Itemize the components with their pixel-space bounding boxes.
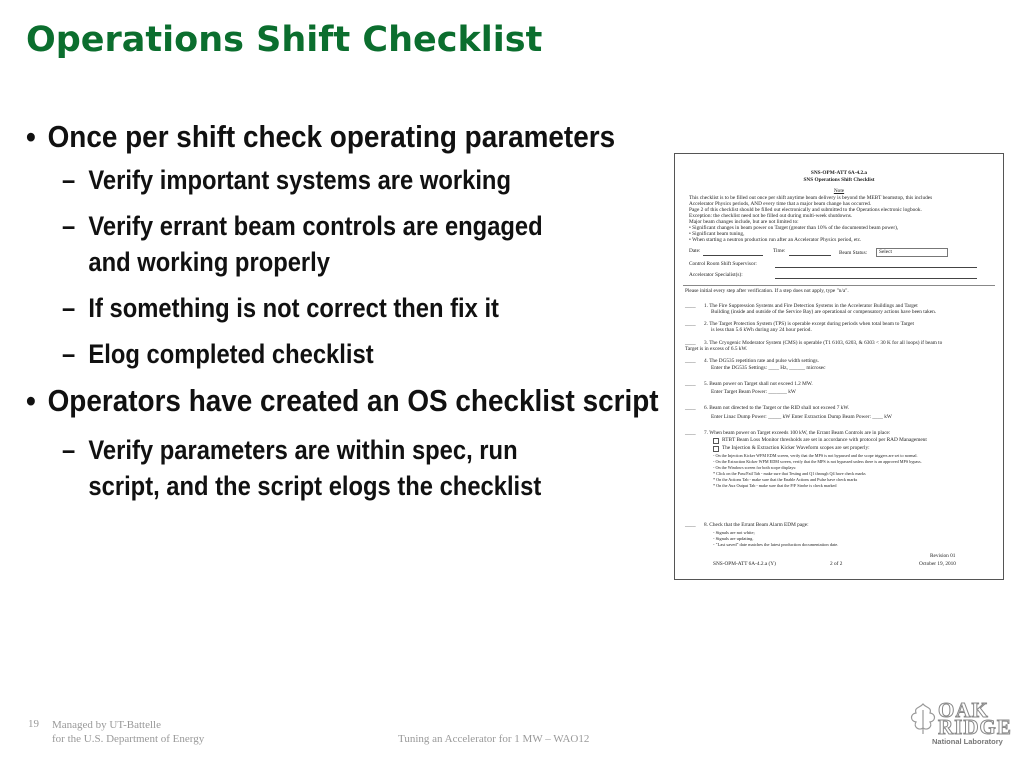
logo-line2: RIDGE bbox=[938, 715, 1012, 739]
doc-note-label: Note bbox=[833, 188, 845, 194]
bullet-level2 bbox=[62, 432, 581, 504]
doc-kicker-line: - On the Windows screen for both scope displays: bbox=[713, 465, 797, 470]
slide-number: 19 bbox=[28, 718, 39, 730]
doc-item-detail: RTBT Beam Loss Monitor thresholds are set in accordance with protocol per RAD Management bbox=[722, 437, 927, 443]
doc-supervisor-field bbox=[775, 267, 977, 268]
doc-item-detail: Enter Target Beam Power: _______ kW bbox=[711, 389, 796, 395]
doc-item: 7. When beam power on Target exceeds 100 kW, the Errant Beam Controls are in place: bbox=[704, 430, 891, 436]
dash-icon: – bbox=[62, 339, 76, 369]
doc-item: 6. Beam not directed to the Target or the RID shall not exceed 7 kW. bbox=[704, 405, 850, 411]
doc-item-detail: The Injection & Extraction Kicker Waveform scopes are set properly: bbox=[722, 445, 870, 451]
doc-intro-line: Page 2 of this checklist should be filled out electronically and submitted to the Operations electronic logbook. bbox=[689, 207, 922, 213]
doc-intro-line: Accelerator Physics periods, AND every time that a major beam change has occurred. bbox=[689, 201, 872, 207]
slide-title: Operations Shift Checklist bbox=[26, 20, 543, 60]
doc-intro-line: • Significant beam tuning, bbox=[689, 231, 745, 237]
sub-bullet-text: Verify errant beam controls are engaged and working properly bbox=[88, 211, 543, 277]
doc-time-field bbox=[789, 255, 831, 256]
doc-kicker-line: * Click on the Pass/Fail Tab - make sure that Testing and Q1 through Q4 have check marks bbox=[713, 471, 866, 476]
doc-date-label: Date: bbox=[689, 248, 701, 254]
doc-item8-line: - Signals are not white; bbox=[713, 530, 755, 535]
doc-intro-line: This checklist is to be filled out once per shift anytime beam delivery is beyond the MEBT beamstop, this includes bbox=[689, 195, 933, 201]
sub-bullet-text: Verify important systems are working bbox=[88, 165, 511, 195]
dash-icon: – bbox=[62, 293, 76, 323]
bullet-dot-icon: • bbox=[26, 383, 36, 418]
doc-specialists-field bbox=[775, 278, 977, 279]
doc-kicker-line: - On the Extraction Kicker WFM EDM screen, verify that the MPS is not bypassed unless there is an approved MPS bypass. bbox=[713, 459, 922, 464]
doc-specialists-label: Accelerator Specialist(s): bbox=[689, 272, 743, 278]
doc-date-field bbox=[703, 255, 763, 256]
doc-item8-line: - "Last saved" date matches the latest production documentation date. bbox=[713, 542, 839, 547]
doc-header-title: SNS Operations Shift Checklist bbox=[803, 177, 875, 183]
dash-icon: – bbox=[62, 165, 76, 195]
doc-item: 2. The Target Protection System (TPS) is operable except during periods when total beam to Target bbox=[704, 321, 915, 327]
doc-intro-line: • When starting a neutron production run after an Accelerator Physics period, etc. bbox=[689, 237, 862, 243]
doc-footer-id: SNS-OPM-ATT 6A-4.2.a (Y) bbox=[713, 561, 776, 567]
bullet-level2 bbox=[62, 336, 625, 372]
bullet-dot-icon: • bbox=[26, 119, 36, 154]
doc-item-detail: is less than 5.6 kWh during any 24 hour period. bbox=[711, 327, 812, 333]
bullet-level2 bbox=[62, 208, 590, 280]
bullet-level2 bbox=[62, 162, 625, 198]
doc-time-label: Time: bbox=[773, 248, 786, 254]
sub-bullet-text: If something is not correct then fix it bbox=[88, 293, 499, 323]
bullet-level1 bbox=[26, 382, 674, 420]
slide-body bbox=[26, 118, 676, 504]
checklist-document-image: SNS-OPM-ATT 6A-4.2.a SNS Operations Shift Checklist Note This checklist is to be filled out once per shift anytime beam delivery is beyond the MEBT beamstop, this includes Accelerator Physics periods, AND every time that a major beam change has occurred. Page 2 of this checklist should be filled out electronically and submitted to the Operations electronic logbook. Exception: the checklist need not be filled out during multi-week shutdowns. Major beam changes include, but are not limited to: • Significant changes in beam power on Target (greater than 10% of the documented beam power), • Significant beam tuning, • When starting a neutron production run after an Accelerator Physics period, etc. Date: Time: Beam Status: Select Control Room Shift Supervisor: Accelerator Specialist(s): Please initial every step after verification. If a step does not apply, type "n/a". ____ 1. The Fire Suppression Systems and Fire Detection Systems in the Accelerator Buildings and Target Building (inside and outside of the Service Bay) are operational or compensatory actions have been taken. ____ 2. The Target Protection System (TPS) is operable except during periods when total beam to Target is less than 5.6 kWh during any 24 hour period. ____ 3. The Cryogenic Moderator System (CMS) is operable (T1 6103, 6203, & 6303 < 30 K for all loops) if beam to Target is in excess of 6.5 kW. ____ 4. The DG535 repetition rate and pulse width settings. Enter the DG535 Settings: ____ Hz, ______ microsec ____ 5. Beam power on Target shall not exceed 1.2 MW. Enter Target Beam Power: _______ kW ____ 6. Beam not directed to the Target or the RID shall not exceed 7 kW. Enter Linac Dump Power: _____ kW Enter Extraction Dump Beam Power: ____ kW ____ 7. When beam power on Target exceeds 100 kW, the Errant Beam Controls are in place: RTBT Beam Loss Monitor thresholds are set in accordance with protocol per RAD Management The Injection & Extraction Kicker Waveform scopes are set properly: - On the Injection Kicker WFM EDM screen, verify that the MPS is not bypassed and the scope triggers are set to normal. - On the Extraction Kicker WFM EDM screen, verify that the MPS is not bypassed unless there is an approved MPS bypass. - On the Windows screen for both scope displays: * Click on the Pass/Fail Tab - make sure that Testing and Q1 through Q4 have check marks * On the Actions Tab - make sure that the Enable Actions and Pulse have check marks * On the Aux Output Tab - make sure that the P/F Strobe is check marked ____ 8. Check that the Errant Beam Alarm EDM page: - Signals are not white; - Signals are updating. - "Last saved" date matches the latest production documentation date. Revision 01 SNS-OPM-ATT 6A-4.2.a (Y) 2 of 2 October 19, 2010 bbox=[674, 153, 1004, 580]
doc-kicker-line: * On the Actions Tab - make sure that the Enable Actions and Pulse have check marks bbox=[713, 477, 858, 482]
doc-item-detail: Building (inside and outside of the Service Bay) are operational or compensatory actions have been taken. bbox=[711, 309, 937, 315]
doc-intro-line: • Significant changes in beam power on Target (greater than 10% of the documented beam power), bbox=[689, 225, 899, 231]
doc-divider bbox=[683, 285, 995, 286]
doc-item: 5. Beam power on Target shall not exceed 1.2 MW. bbox=[704, 381, 813, 387]
sub-bullet-text: Verify parameters are within spec, run script, and the script elogs the checklist bbox=[88, 435, 542, 501]
doc-item: 4. The DG535 repetition rate and pulse width settings. bbox=[704, 358, 819, 364]
dash-icon: – bbox=[62, 435, 76, 465]
bullet-text: Operators have created an OS checklist script bbox=[47, 383, 659, 418]
doc-item8-line: - Signals are updating. bbox=[713, 536, 754, 541]
doc-beam-status-value: Select bbox=[879, 249, 892, 255]
sub-bullet-text: Elog completed checklist bbox=[88, 339, 374, 369]
ornl-logo bbox=[908, 698, 1012, 746]
logo-subtitle: National Laboratory bbox=[932, 737, 1003, 746]
doc-intro-line: Exception: the checklist need not be filled out during multi-week shutdowns. bbox=[689, 213, 853, 219]
doc-item-detail: Target is in excess of 6.5 kW. bbox=[685, 346, 748, 352]
doc-item-detail: Enter Linac Dump Power: _____ kW Enter Extraction Dump Beam Power: ____ kW bbox=[711, 414, 892, 420]
dash-icon: – bbox=[62, 211, 76, 241]
bullet-level2 bbox=[62, 290, 625, 326]
checkbox-icon bbox=[713, 446, 719, 452]
doc-header-id: SNS-OPM-ATT 6A-4.2.a bbox=[810, 170, 868, 176]
footer-managed-by bbox=[52, 718, 204, 746]
bullet-text: Once per shift check operating parameters bbox=[47, 119, 616, 154]
doc-beam-status-select bbox=[876, 248, 948, 257]
footer-managed-line2: for the U.S. Department of Energy bbox=[52, 733, 205, 745]
doc-item: 8. Check that the Errant Beam Alarm EDM page: bbox=[704, 522, 809, 528]
leaf-icon bbox=[908, 702, 938, 736]
doc-beam-status-label: Beam Status: bbox=[839, 250, 868, 256]
doc-kicker-line: * On the Aux Output Tab - make sure that the P/F Strobe is check marked bbox=[713, 483, 837, 488]
checkbox-icon bbox=[713, 438, 719, 444]
doc-item: 1. The Fire Suppression Systems and Fire Detection Systems in the Accelerator Buildings and Target bbox=[704, 303, 918, 309]
doc-item: 3. The Cryogenic Moderator System (CMS) is operable (T1 6103, 6203, & 6303 < 30 K for all loops) if beam to bbox=[704, 340, 943, 346]
doc-supervisor-label: Control Room Shift Supervisor: bbox=[689, 261, 757, 267]
footer-presentation-title: Tuning an Accelerator for 1 MW – WAO12 bbox=[398, 733, 590, 745]
doc-page: 2 of 2 bbox=[830, 561, 843, 567]
doc-intro-line: Major beam changes include, but are not limited to: bbox=[689, 219, 799, 225]
doc-date: October 19, 2010 bbox=[919, 561, 956, 567]
doc-item-detail: Enter the DG535 Settings: ____ Hz, ______ microsec bbox=[711, 365, 826, 371]
bullet-level1 bbox=[26, 118, 674, 156]
doc-kicker-line: - On the Injection Kicker WFM EDM screen, verify that the MPS is not bypassed and the scope triggers are set to normal. bbox=[713, 453, 918, 458]
doc-initial-note: Please initial every step after verification. If a step does not apply, type "n/a". bbox=[685, 288, 849, 294]
footer-managed-line1: Managed by UT-Battelle bbox=[52, 719, 161, 731]
doc-revision: Revision 01 bbox=[930, 553, 956, 559]
logo-line1: OAK bbox=[938, 698, 989, 722]
